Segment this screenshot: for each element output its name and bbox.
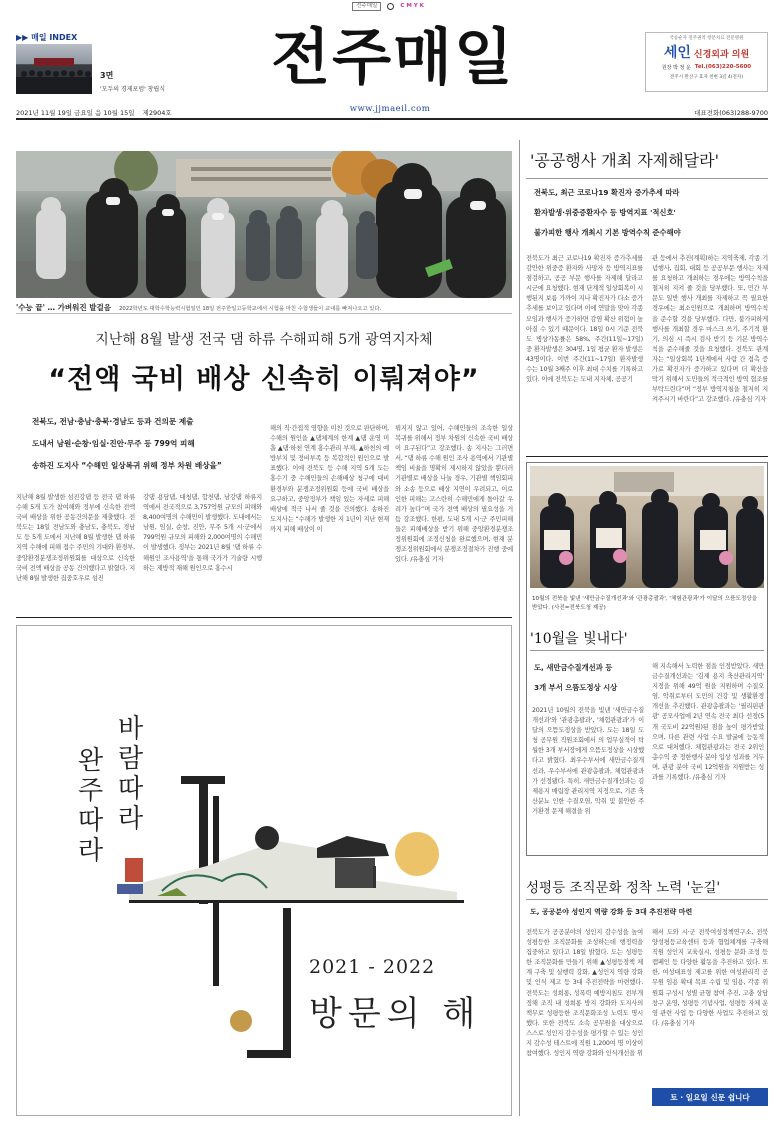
story2-col1: 전북도가 최근 코로나19 확진자 증가추세를 감안한 위중증 환자와 사망자 등 방역지표를 점검하고, 공공 부문 행사를 자제해 달라고 시군에 요청했다. 현재 단계적 일상회복이 시행된지 보름 가까이 지나 확진자가 다소 증가 추세를 보이고 있다며 이에 연말을 맞아 각종 모임과 행사가 증가하면 감염 확산 위험이 높아질 수 있기 때문이다. 18일 0시 기준 전북도 병상가동률은 58%, 주간(11일~17일) 중 환자발생은 304명, 1일 평균 환자 발생은 43명이다. 이번 주간(11~17일) 환자발생 수는 10월 3째주 이후 최대 수치를 기록하고 있다. 이에 전북도는 도내 지자체, 공공기	[526, 255, 643, 384]
ad-director: 원장 박 정 운	[661, 65, 691, 71]
story3-sub1: 도, 새만금수질개선과 등	[534, 663, 613, 672]
story2-sub3: 불가피한 행사 개최시 기본 방역수칙 준수해야	[534, 228, 681, 237]
story1-col1: 지난해 8월 발생한 섬진강댐 등 전국 댐 하류 수해 5개 도가 참여해와 정부에 신속한 전액 국비 배상을 위한 공동건의문을 제출했다. 전북도는 18일 전남도와 충남도, 충북도, 경남도 등 5개 도에서 지난해 8월 발생한 댐 하류 지역 수해에 피해 접수 주민의 기대와 환경부, 중앙환경분쟁조정위원회를 대상으로 신속한 국비 전액 배상을 공동 건의했다고 밝혔다. 지난해 8월 발생한 집중호우로 섬진	[16, 494, 135, 582]
story2-bottom-rule	[526, 456, 768, 457]
story1-sub2: 도내서 남원·순창·임실·진안·무주 등 799억 피해	[32, 439, 195, 448]
story3-photo[interactable]	[530, 466, 764, 588]
story1-sub1: 전북도, 전남·충남·충북·경남도 등과 건의문 제출	[32, 417, 194, 426]
dateline-issue: 제2904호	[142, 109, 172, 117]
story1-col3: 해의 직·간접적 영향을 미친 것으로 판단하며, 수해의 원인을 ▲댐체계의 한계 ▲댐 운영 미흡 ▲댐·하천 연계 홍수관리 부재, ▲하천의 예방부치 및 정비부족 등 복합적인 원인으로 발표했다. 이에 전북도 등 수해 지역 5개 도는 홍수기 중 수해민들의 손해배상 청구에 대비 환경부와 분쟁조정위원회 등에 국비 배상을 요구하고, 중앙정부가 책임 있는 자세로 피해 배상에 적극 나서 줄 것을 건의했다. 송하진 도지사는 “수해가 발생한 지 1년이 지난 현재까지 피해 배상이 이	[270, 425, 389, 533]
index-label: ▶▶ 매일 INDEX	[16, 33, 78, 42]
story1-col2: 강댐 용담댐, 대청댐, 합천댐, 남강댐 하류지역에서 전국적으로 3,757억원 규모의 피해와 8,400여명의 수해민이 발생했다. 도내에서는 남원, 임실, 순창, 진안, 무주 5개 시·군에서 799억원 규모의 피해와 2,000여명의 수해민이 발생했다. 정부는 2021년 8월 '댐 하류 수해원인 조사용역'을 통해 국가가 기술량 시행하는 제방적 재해 원인으로 홍수시	[143, 494, 262, 572]
story4-sub: 도, 공공분야 성인지 역량 강화 등 3대 추진전략 마련	[530, 908, 693, 916]
story4-col2: 해서 도와 시·군 전북여성정책연구소, 전북양성평등교육센터 등과 협업체계를 구축해 직원 성인지 교육실시, 성평등 문화 조성 등 캠페인 등 다양한 활동을 추진하고 있다. 또한, 여성대표성 제고를 위한 여성관리직 공무원 임용 확대 목표 수립 및 임용, 각종 위원회 구성시 성별 균형 참여 추진, 고충 상담 창구 운영, 성평등 기념사업, 성평등 자체 운영 관련 사업 등 다양한 사업도 추진하고 있다. /유충심 기자	[652, 929, 768, 1027]
story4-col1: 전북도가 공공분야의 성인지 감수성을 높여 성평등한 조직문화를 조성하는데 행정력을 집중하고 있다고 18일 밝혔다. 도는 성평등한 조직문화를 만들기 위해 ▲성평등정책 체계 구축 및 실행력 강화, ▲성인지 역량 강화 및 인식 제고 등 3대 추진전략을 마련했다. 전북도는 성희롱, 성폭력 예방지침도 전부개정해 조직 내 성희롱 방지 강화와 도지사의 책무로 성평등한 조직문화조성 노력도 명시했다. 또한 전북도 소속 공무원을 대상으로 스스로 성인지 감수성을 평가할 수 있는 성인지 감수성 테스트에 직원 1,200여 명 이상이 참여했다. 성인지 역량 강화와 인식개선을 위	[526, 929, 643, 1058]
index-thumbnail-image	[16, 44, 92, 94]
dateline-phone: 대표전화(063)288-9700	[694, 109, 768, 117]
tourism-line1: 바람따라	[113, 714, 143, 834]
tourism-line2: 완주따라	[73, 746, 103, 866]
story2-sub2: 환자발생·위중증환자수 등 방역지표 '적신호'	[534, 208, 676, 217]
story1-kicker: 지난해 8월 발생 전국 댐 하류 수해피해 5개 광역지자체	[95, 332, 433, 348]
story2-col2: 관 등에서 추진(계획)하는 지역축제, 각종 기념행사, 집회, 대회 등 공공부문 행사는 자제를 요청하고 개최하는 경우에는 방역수칙을 철저히 지켜 줄 것을 당부했다. 또, 민간 부문도 일반 행사 개최를 자제하고 꼭 필요한 경우에는 최소인원으로 개최하며 방역수칙을 준수할 것을 당부했다. 다만, 불가피하게 행사를 개최할 경우 마스크 쓰기, 주기적 환기, 의심 시 즉시 검사 받기 등 기본 방역수칙을 준수해줄 것을 요청했다. 전북도 관계자는 “일상회복 1단계에서 사람 간 접촉 증가로 확진자가 증가하고 있다며 더 확산을 막기 위해서 도민들의 적극적인 방역 협조를 부탁드린다”며 “정부 방역지침을 철저히 지켜주시기 바란다”고 강조했다. /유충심 기자	[652, 255, 768, 404]
story1-col4: 뤄지지 않고 있어, 수해민들의 조속한 일상 복귀를 위해서 정부 차원의 신속한 국비 배상이 요구된다”고 강조했다. 송 지사는 그러면서, “댐 하류 수해 원인 조사 용역에서 기관별 책임 비율을 명확히 제시하지 않았을 뿐더러 기관별로 배상을 나눌 경우, 기관별 책임회피와 소송 등으로 배상 지연이 우려되고, 이로 인한 피해는 고스란히 수해민에게 돌아갈 우려가 높다”며 국가 전액 배상의 필요성을 거듭 강조했다. 한편, 도내 5개 시·군 주민피해들은 피해배상을 받기 위해 중앙환경분쟁조정위원회에 조정신청을 완료했으며, 현재 분쟁조정위원회에서 분쟁조정절차가 진행 중에 있다. /유충심 기자	[395, 425, 513, 564]
tourism-artwork	[17, 626, 513, 1117]
lead-photo-image	[16, 151, 512, 298]
story3-caption: 10월의 전북을 빛낸 '새만금수질개선과'와 '관광총괄과', '체험관광과'가 이달의 으뜸도정상을 받았다.	[532, 596, 758, 611]
tourism-ad[interactable]	[16, 625, 512, 1116]
story1-bottom-rule	[16, 617, 512, 618]
column-divider	[519, 140, 520, 1116]
lead-photo-title: '수능 끝' … 가벼워진 발걸음	[16, 303, 111, 312]
registration-mark-icon	[387, 3, 394, 10]
story1-headline[interactable]: “전액 국비 배상 신속히 이뤄져야”	[48, 364, 480, 395]
story3-photo-image	[530, 466, 764, 588]
footer-notice[interactable]	[652, 1088, 768, 1106]
story4-headline[interactable]: 성평등 조직문화 정착 노력 '눈길'	[526, 880, 721, 896]
masthead-url[interactable]: www.jjmaeil.com	[349, 104, 431, 114]
story3-col1: 2021년 10월의 전북을 빛낸 '새만금수질개선과'와 '관광총괄과', '체험관광과'가 이달의 으뜸도정상을 받았다. 도는 18일 도청 공무원 직원조회에서 의 업무실적이 탁월한 3개 부서장에게 으뜸도정상을 시상했다고 밝혔다. 최우수부서에 새만금수질개선과, 우수부서에 관광총괄과, 체험관광과가 선정됐다. 특히, 새만금수질개선과는 김제용지 매립장 관리지역 지정으로, 기존 축산분뇨 인한 수질오염, 악취 및 불안한 주거환경 문제 해결을 위	[532, 707, 644, 815]
ad-phone: Tel.(063)220-5600	[694, 64, 752, 70]
story3-sub2: 3개 부서 으뜸도정상 시상	[534, 683, 618, 692]
story2-headline[interactable]: '공공행사 개최 자제해달라'	[530, 151, 719, 170]
story3-col2: 해 지속해서 노력한 점을 인정받았다. 새만금수질개선과는 '김제 용지 축산관리지역' 지정을 위해 49억 원을 지원하며 수질오염, 악취로부터 도민의 건강 및 생활환경 개선을 추진했다. 관광총괄과는 '필리핀관광' 공모사업에 2년 연속 전국 최다 선정(5개 국도비 22억원)된 점을 높이 평가받았으며, 다른 관련 사업 수요 발굴에 능동적으로 대처했다. 체험관광과는 전국 2위인 총수익 중 정한행사 분야 입상 성과를 거두며, 관광 분야 국비 12억원을 지원받는 성과를 기록했다. /유충심 기자	[652, 663, 764, 782]
story3-headline[interactable]: '10월을 빛내다'	[530, 631, 628, 647]
story3-rule	[530, 650, 764, 651]
hospital-ad[interactable]	[645, 32, 768, 92]
footer-notice-text: 토 · 일요일 신문 쉽니다	[670, 1092, 750, 1102]
top-tag: 전주매일	[352, 2, 381, 11]
index-box	[16, 32, 186, 100]
story2-sub1: 전북도, 최근 코로나19 확진자 증가추세 따라	[534, 188, 680, 197]
ad-name-sub: 신경외과 의원	[693, 50, 750, 60]
index-page: 3면	[100, 71, 114, 80]
story4-rule	[526, 899, 768, 900]
ad-name: 세인	[663, 45, 691, 61]
ad-top-text: 국승순자 전주권역 항문치료 전문병원	[669, 36, 744, 41]
index-thumbnail[interactable]	[16, 44, 92, 94]
ad-address: 전주시 완산구 효자 천변 3길 4(전자)	[670, 75, 743, 80]
lead-photo[interactable]	[16, 151, 512, 298]
cmyk-label: C M Y K	[400, 3, 424, 9]
dateline-date: 2021년 11월 19일 금요일 음 10월 15일	[16, 109, 135, 117]
masthead-title: 전주매일	[271, 22, 515, 93]
story2-rule	[526, 178, 768, 179]
story3-credit: (사진=전북도청 제공)	[551, 604, 606, 611]
lead-photo-caption: 2022학년도 대학수학능력시험일인 18일 전주한일고등학교에서 시험을 마친 수험생들이 교내를 빠져나오고 있다.	[119, 305, 382, 312]
story1-sub3: 송하진 도지사 “수해민 일상복귀 위해 정부 차원 배상을”	[32, 461, 222, 470]
index-item[interactable]: '모두의 경제포럼' 창립식	[100, 86, 166, 93]
header-rule	[16, 118, 768, 120]
tourism-years: 2021 - 2022	[309, 956, 436, 978]
tourism-title: 방문의 해	[309, 994, 482, 1034]
